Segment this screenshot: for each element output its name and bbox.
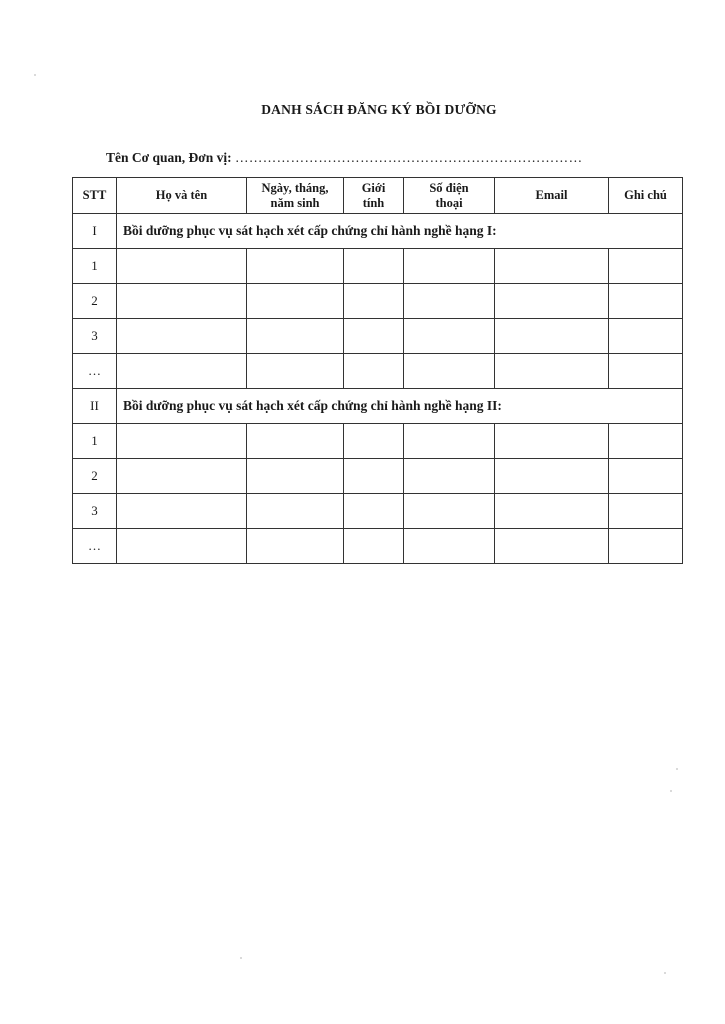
table-row bbox=[73, 284, 683, 319]
header-dob-line1: Ngày, tháng, bbox=[261, 180, 329, 195]
table-header-row bbox=[73, 178, 683, 214]
section-label: Bồi dưỡng phục vụ sát hạch xét cấp chứng chỉ hành nghề hạng I: bbox=[117, 214, 683, 249]
cell-gender[interactable] bbox=[344, 284, 404, 319]
cell-note[interactable] bbox=[609, 424, 683, 459]
scan-speck bbox=[240, 957, 242, 959]
cell-dob[interactable] bbox=[247, 424, 344, 459]
cell-phone[interactable] bbox=[404, 494, 495, 529]
unit-value: ………………………………………………………………… bbox=[234, 150, 583, 165]
cell-email[interactable] bbox=[495, 529, 609, 564]
cell-gender[interactable] bbox=[344, 249, 404, 284]
header-dob-line2: năm sinh bbox=[270, 195, 320, 210]
cell-email[interactable] bbox=[495, 354, 609, 389]
cell-email[interactable] bbox=[495, 424, 609, 459]
table-row bbox=[73, 354, 683, 389]
row-number: … bbox=[73, 529, 117, 564]
cell-phone[interactable] bbox=[404, 284, 495, 319]
cell-phone[interactable] bbox=[404, 424, 495, 459]
cell-gender[interactable] bbox=[344, 354, 404, 389]
cell-gender[interactable] bbox=[344, 319, 404, 354]
cell-name[interactable] bbox=[117, 494, 247, 529]
cell-email[interactable] bbox=[495, 249, 609, 284]
cell-note[interactable] bbox=[609, 284, 683, 319]
cell-dob[interactable] bbox=[247, 529, 344, 564]
cell-dob[interactable] bbox=[247, 459, 344, 494]
cell-dob[interactable] bbox=[247, 319, 344, 354]
cell-phone[interactable] bbox=[404, 249, 495, 284]
cell-phone[interactable] bbox=[404, 529, 495, 564]
table-row bbox=[73, 249, 683, 284]
header-gender-line1: Giới bbox=[361, 180, 386, 195]
cell-note[interactable] bbox=[609, 494, 683, 529]
cell-phone[interactable] bbox=[404, 319, 495, 354]
section-label: Bồi dưỡng phục vụ sát hạch xét cấp chứng chỉ hành nghề hạng II: bbox=[117, 389, 683, 424]
header-phone-line1: Số điện bbox=[429, 180, 469, 195]
row-number: 2 bbox=[73, 459, 117, 494]
cell-email[interactable] bbox=[495, 494, 609, 529]
section-row bbox=[73, 389, 683, 424]
cell-gender[interactable] bbox=[344, 529, 404, 564]
header-note: Ghi chú bbox=[609, 178, 683, 214]
header-name: Họ và tên bbox=[117, 178, 247, 214]
cell-name[interactable] bbox=[117, 249, 247, 284]
unit-label: Tên Cơ quan, Đơn vị: bbox=[106, 150, 232, 165]
cell-name[interactable] bbox=[117, 529, 247, 564]
cell-name[interactable] bbox=[117, 424, 247, 459]
cell-gender[interactable] bbox=[344, 424, 404, 459]
cell-dob[interactable] bbox=[247, 494, 344, 529]
header-gender bbox=[344, 178, 404, 214]
cell-note[interactable] bbox=[609, 249, 683, 284]
table-row bbox=[73, 494, 683, 529]
cell-name[interactable] bbox=[117, 354, 247, 389]
table-row bbox=[73, 424, 683, 459]
cell-note[interactable] bbox=[609, 354, 683, 389]
cell-email[interactable] bbox=[495, 459, 609, 494]
cell-dob[interactable] bbox=[247, 354, 344, 389]
cell-dob[interactable] bbox=[247, 284, 344, 319]
cell-name[interactable] bbox=[117, 284, 247, 319]
cell-gender[interactable] bbox=[344, 494, 404, 529]
cell-phone[interactable] bbox=[404, 459, 495, 494]
cell-email[interactable] bbox=[495, 319, 609, 354]
header-stt: STT bbox=[73, 178, 117, 214]
row-number: 1 bbox=[73, 424, 117, 459]
row-number: 3 bbox=[73, 494, 117, 529]
unit-line bbox=[106, 150, 582, 166]
scan-speck bbox=[664, 972, 666, 974]
cell-email[interactable] bbox=[495, 284, 609, 319]
section-number: II bbox=[73, 389, 117, 424]
header-phone bbox=[404, 178, 495, 214]
row-number: 1 bbox=[73, 249, 117, 284]
cell-name[interactable] bbox=[117, 459, 247, 494]
cell-phone[interactable] bbox=[404, 354, 495, 389]
header-dob bbox=[247, 178, 344, 214]
header-gender-line2: tính bbox=[362, 195, 385, 210]
registration-table bbox=[72, 177, 683, 564]
cell-gender[interactable] bbox=[344, 459, 404, 494]
cell-note[interactable] bbox=[609, 529, 683, 564]
row-number: 2 bbox=[73, 284, 117, 319]
header-email: Email bbox=[495, 178, 609, 214]
page-title: DANH SÁCH ĐĂNG KÝ BỒI DƯỠNG bbox=[261, 102, 497, 117]
header-phone-line2: thoại bbox=[435, 195, 463, 210]
table-row bbox=[73, 529, 683, 564]
section-row bbox=[73, 214, 683, 249]
cell-note[interactable] bbox=[609, 459, 683, 494]
scan-speck bbox=[670, 790, 672, 792]
scan-speck bbox=[34, 74, 36, 76]
section-number: I bbox=[73, 214, 117, 249]
cell-note[interactable] bbox=[609, 319, 683, 354]
scan-speck bbox=[676, 768, 678, 770]
row-number: 3 bbox=[73, 319, 117, 354]
cell-dob[interactable] bbox=[247, 249, 344, 284]
row-number: … bbox=[73, 354, 117, 389]
cell-name[interactable] bbox=[117, 319, 247, 354]
table-row bbox=[73, 459, 683, 494]
table-row bbox=[73, 319, 683, 354]
